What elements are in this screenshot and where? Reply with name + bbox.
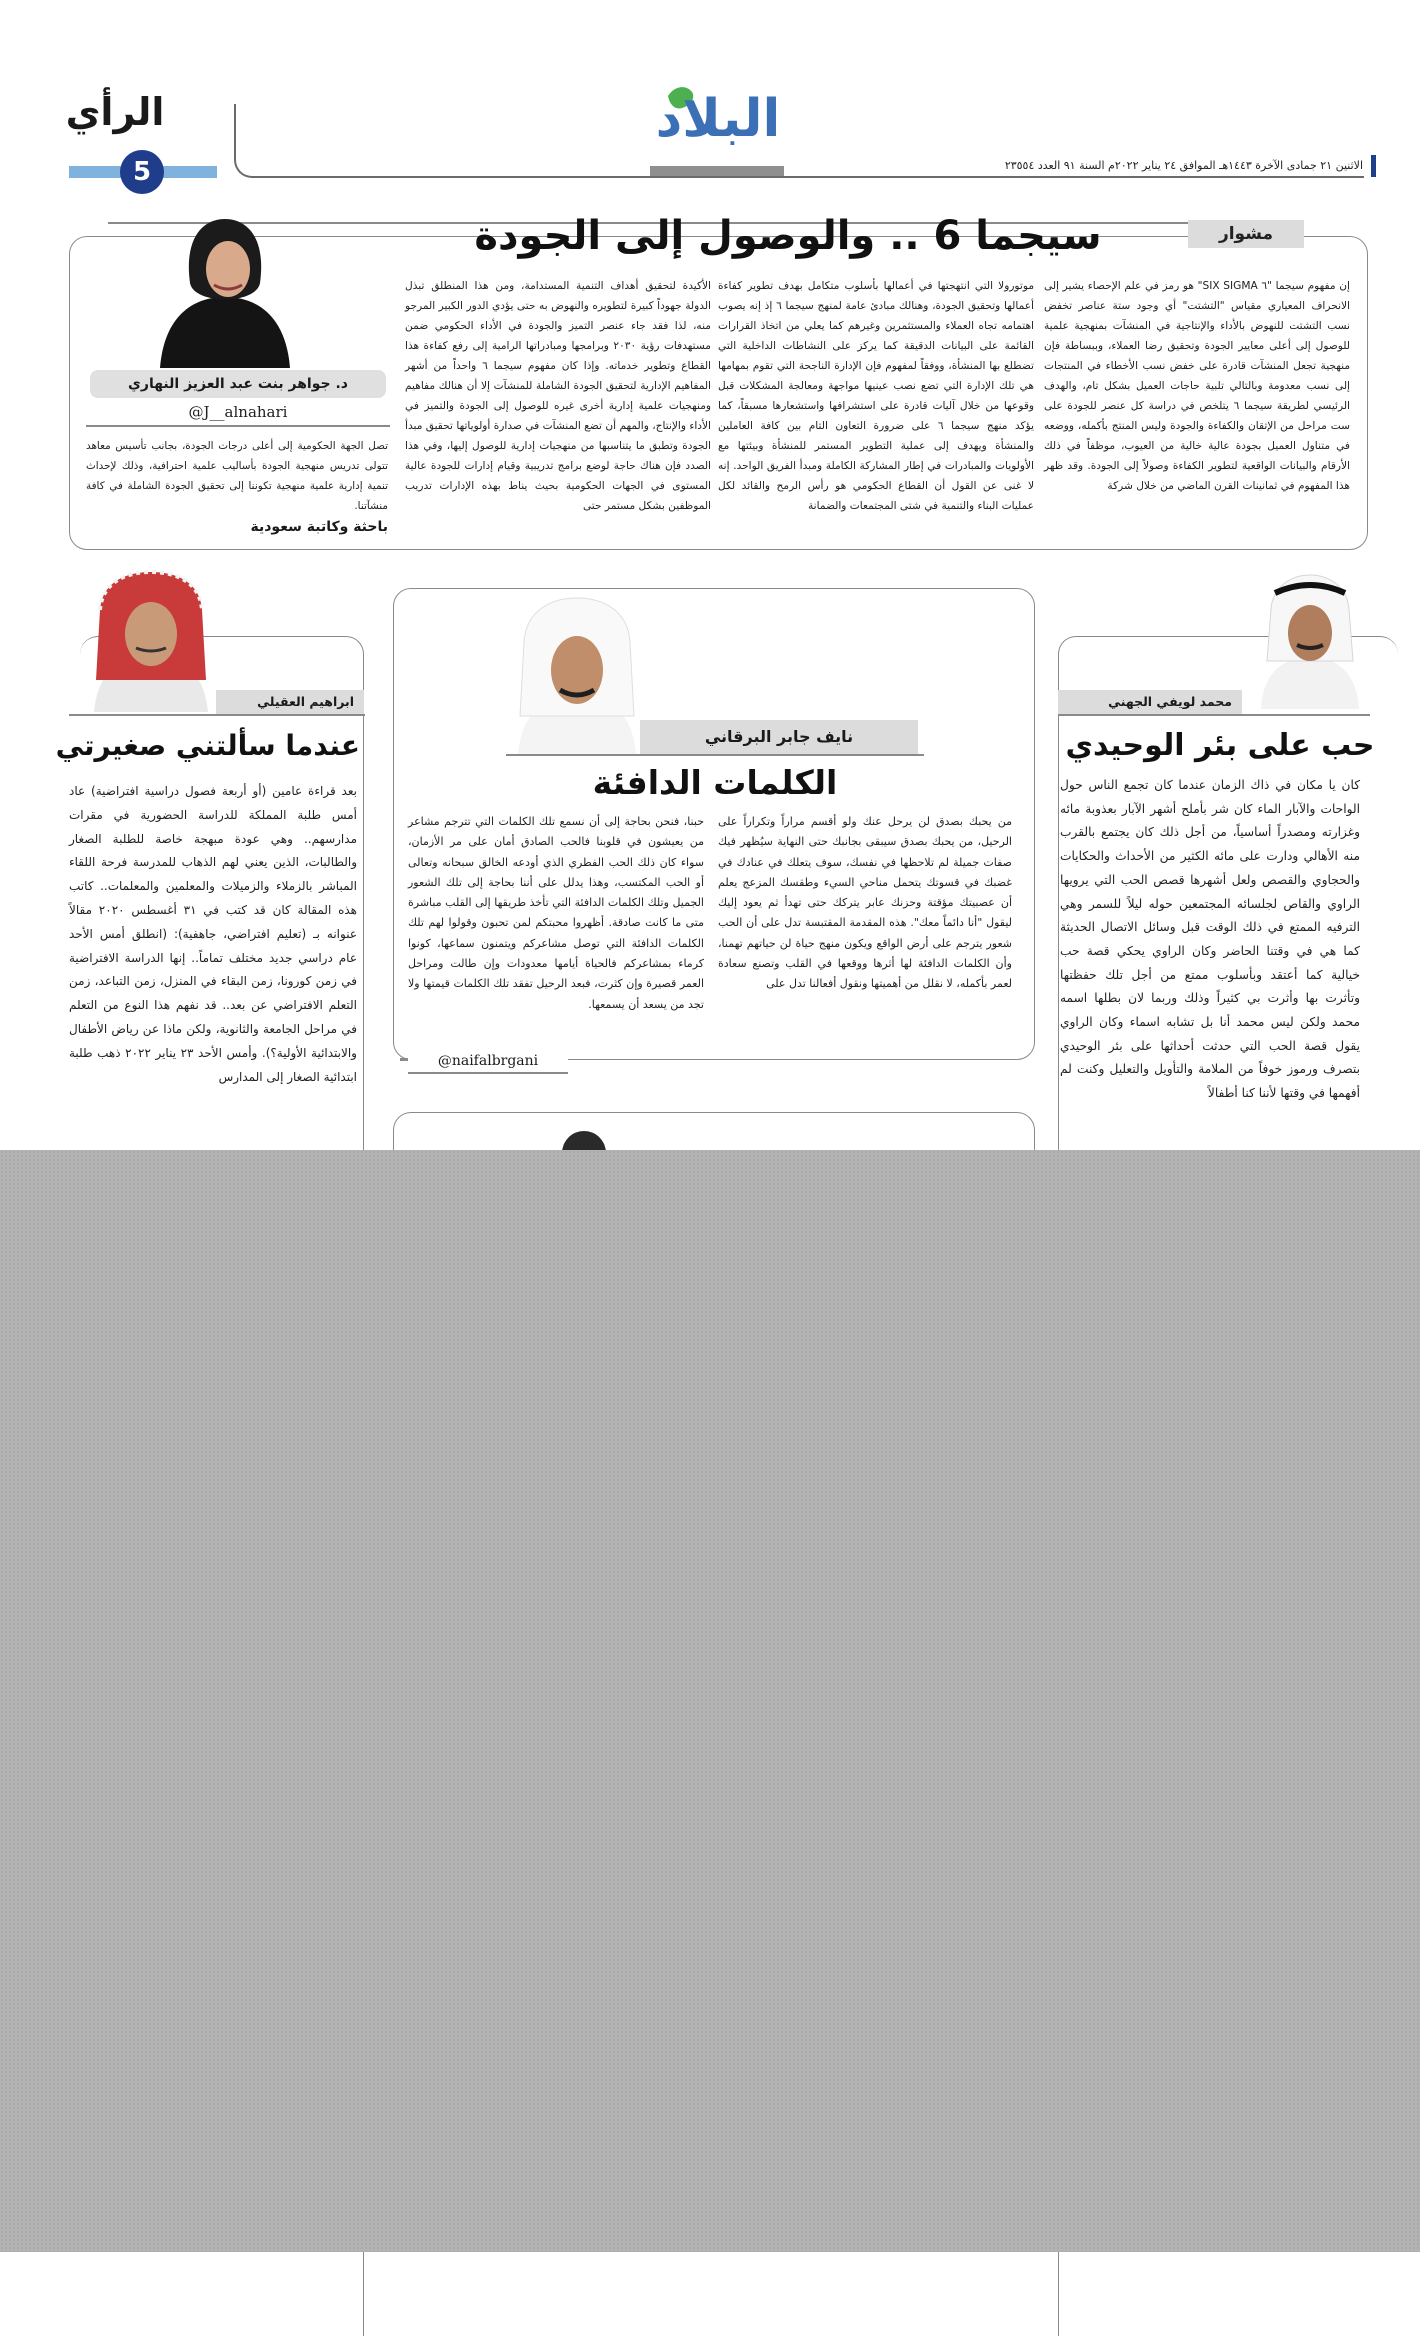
logo-underline (650, 166, 784, 176)
section-title: الرأي (65, 90, 165, 134)
top-article-column-1: إن مفهوم سيجما "٦ SIX SIGMA" هو رمز في علم الإحصاء يشير إلى الانحراف المعياري مقياس "التشتت" أي وجود ستة عناصر تخفض نسب التشتت للنهوض بالأداء والإنتاجية في المنشآت بمنهجية علمية للوصول إلى أعلى معايير الجودة وتحقيق رضا العملاء، وببساطة فإن منهجية تجعل المنشآت قادرة على خفض نسب الأخطاء في المنتجات إلى نسب معدومة وبالتالي تلبية حاجات العميل بشكل تام، والهدف الرئيسي لطريقة سيجما ٦ يتلخص في دراسة كل عنصر للجودة على ست مراحل من الإتقان والكفاءة والجودة وليس المنتج بأكمله، ووضعه في متناول العميل بجودة عالية خالية من العيوب، موظفاً في ذلك الأرقام والبيانات الواقعية لتطوير الكفاءة وصولاً إلى الجودة. وقد ظهر هذا المفهوم في ثمانينات القرن الماضي من خلال شركة (1044, 280, 1351, 492)
top-author-title: باحثة وكاتبة سعودية (250, 519, 388, 535)
center-author-handle: @naifalbrgani (408, 1048, 568, 1074)
author-photo-male-ghutra (516, 596, 638, 754)
unrendered-page-area (0, 1150, 1420, 2252)
center-author-name: نايف جابر البرقاني (640, 720, 918, 754)
right-article-body: كان يا مكان في ذاك الزمان عندما كان تجمع الناس حول الواحات والآبار الماء كان شر بأملح أشهر الآبار بعذوبة مائه وغزارته ومصدراً أساسياً، من أجل ذلك كان يجتمع بالقرب منه الأهالي ودارت على مائه الكثير من الأحداث والحكايات والحجاوي والقصص ولعل أشهرها قصص الحب التي يرويها الراوي والقاص لجلسائه المجتمعين حوله ليلاً للسمر وهي الترفيه الممتع في ذلك الوقت قبل وسائل الاتصال الحديثة كما هي في وقتنا الحاضر وكان الراوي يحكي قصة حب خيالية كما أعتقد وبأسلوب ممتع من أجل تلك حفظتها وتأثرت بها وأثرت بي كثيراً وذلك وربما لان بطلها اسمه محمد ولكن ليس محمد أنا بل تشابه اسماء وكان الراوي يقول قصة الحب التي حدثت أحداثها على بئر الوحيدي بتصرف ورموز خوفاً من الملامة والتأويل والتعليل وكنت لم أفهمها في وقتها لأننا كنا أطفالاً (1060, 778, 1360, 1101)
left-article-body: بعد قراءة عامين (أو أربعة فصول دراسية افتراضية) عاد أمس طلبة المملكة للدراسة الحضورية في مقرات مدارسهم.. وهي عودة مبهجة خاصة للطلبة الصغار والطالبات، الذين يعني لهم الذهاب للمدرسة فرحة اللقاء المباشر بالزملاء والزميلات والمعلمين والمعلمات.. كاتب هذه المقالة كان قد كتب في ٣١ أغسطس ٢٠٢٠ مقالاً عنوانه بـ (تعليم افتراضي، جاهفية): (انطلق أمس الأحد عام دراسي جديد مختلف تماماً.. إنها الدراسة الافتراضية في زمن كورونا، زمن البقاء في المنزل، زمن التباعد، زمن التعلم الافتراضي عن بعد.. قد نفهم هذا النوع من التعلم في مراحل الجامعة والثانوية، ولكن ماذا عن رياض الأطفال والابتدائية الأولية؟). وأمس الأحد ٢٣ يناير ٢٠٢٢ ذهب طلبة ابتدائية الصغار إلى المدارس (69, 784, 357, 1084)
top-article-column-3: الأكيدة لتحقيق أهداف التنمية المستدامة، ومن هذا المنطلق تبذل الدولة جهوداً كبيرة لتطويره والنهوض به حتى يؤدي الدور الكبير المرجو منه، لذا فقد جاء عنصر التميز والجودة في الأداء الحكومي ضمن مستهدفات رؤية ٢٠٣٠ وبرامجها ومبادراتها الرامية إلى رفع كفاءة هذا القطاع وتطوير خدماته. وإذا كان مفهوم سيجما ٦ واحداً من أشهر المفاهيم الإدارية لتحقيق الجودة الشاملة للمنشآت إلا أن هنالك مفاهيم ومنهجيات علمية إدارية أخرى غيره للوصول إلى الجودة والتميز في الأداء والإنتاج، والمهم أن تضع المنشآت في صدارة أولوياتها تحقيق مبدأ الجودة وتطبق ما يتناسبها من منهجيات إدارية للوصول إليها، وفي هذا الصدد فإن هناك حاجة لوضع برامج تدريبية وقيام إدارات للجودة عالية المستوى في الجهات الحكومية بحيث يناط بهذه الإدارات تدريب الموظفين بشكل مستمر حتى (405, 280, 711, 512)
logo-wordmark: البلاد (655, 89, 781, 149)
top-author-bio: تصل الجهة الحكومية إلى أعلى درجات الجودة، بجانب تأسيس معاهد تتولى تدريس منهجية الجودة بأساليب علمية احترافية، وذلك لإحداث تنمية إدارية علمية منهجية تكوننا إلى تحقيق الجودة الشاملة في كافة منشآتنا. (86, 440, 388, 512)
page-number-badge: 5 (120, 150, 164, 194)
author-photo-male-shemagh (90, 570, 212, 712)
left-author-rule (69, 714, 365, 716)
top-article-headline: سيجما 6 .. والوصول إلى الجودة (474, 213, 1102, 259)
issue-date-line: الاثنين ٢١ جمادى الآخرة ١٤٤٣هـ الموافق ٢٤ يناير ٢٠٢٢م السنة ٩١ العدد ٢٣٥٥٤ (996, 155, 1376, 177)
author-photo-male (1255, 571, 1365, 709)
author-photo-female (140, 213, 310, 368)
left-article-headline: عندما سألتني صغيرتي (55, 729, 360, 762)
center-article-headline: الكلمات الدافئة (592, 763, 838, 802)
top-article-column-2: موتورولا التي انتهجتها في أعمالها بأسلوب متكامل بهدف تطوير كفاءة أعمالها وتحقيق الجودة، وهنالك مبادئ عامة لمنهج سيجما ٦ إذ إنه يصوب اهتمامه تجاه العملاء والمستثمرين وغيرهم كما يعلي من اتخاذ القرارات القائمة على البيانات الدقيقة كما يركز على النشاطات الداخلية التي تضطلع بها المنشأة، ووفقاً لمفهوم فإن الإدارة الناجحة التي تقوم بمهامها هي تلك الإدارة التي تضع نصب عينيها مواجهة ومعالجة المشكلات قبل وقوعها من خلال آليات قادرة على استشرافها واستشعارها مسبقاً، كما يؤكد منهج سيجما ٦ على ضرورة التعاون التام بين كافة العاملين والمنشأة ويهدف إلى عملية التطوير المستمر للمنشأة وبيئتها مع الأولويات والمبادرات في إطار المشاركة الكاملة ومبدأ الفريق الواحد. إنه لا غنى عن القول أن القطاع الحكومي هو رأس الرمح والقائد لكل عمليات البناء والتنمية في شتى المجتمعات والضمانة (718, 280, 1035, 512)
column-tab: مشوار (1188, 220, 1304, 248)
center-article-column-1: من يحبك بصدق لن يرحل عنك ولو أقسم مراراً وتكراراً على الرحيل، من يحبك بصدق سيبقى بجانبك حتى النهاية سيُظهر فيك صفات جميلة لم تلاحظها في نفسك، سوف يتعلك في عنادك في غضبك في قسوتك يتحمل مناحي السيء وطقسك المزعج يعلم أن عصبيتك مؤقتة وحزنك عابر يتركك حتى تهدأ ثم يعود إليك ليقول "أنا دائماً معك". هذه المقدمة المقتبسة تدل على أن الحب شعور يترجم على أرض الواقع ويكون منهج حياة لن حياتهم تهمنا، وأن الكلمات الدافئة لها أثرها ووقعها في القلب وتصنع سعادة لعمر بأكمله، لا نقلل من أهميتها ونقول أفعالنا تدل على (718, 815, 1012, 991)
handle-divider (86, 425, 390, 427)
top-author-name: د. جواهر بنت عبد العزيز النهاري (90, 370, 386, 398)
handle-bar (400, 1058, 408, 1061)
top-author-handle: @J__alnahari (188, 403, 288, 421)
left-author-name: ابراهيم العقيلي (216, 690, 364, 714)
center-article-column-2: حبنا، فنحن بحاجة إلى أن نسمع تلك الكلمات التي تترجم مشاعر من يعيشون في قلوبنا فالحب الصادق أمان على مر الأزمان، سواء كان ذلك الحب الفطري الذي أودعه الخالق سبحانه وتعالى أو الحب المكتسب، وهذا يدلل على أننا بحاجة إلى تلك الشعور الجميل وتلك الكلمات الدافئة التي تأخذ طريقها إلى القلب مباشرة متى ما كانت صادقة. أظهروا محبتكم لمن تحبون وقولوا لهم تلك الكلمات الدافئة التي توصل مشاعركم ويتمنون سماعها، كونوا كرماء بمشاعركم فالحياة أيامها معدودات وإن طالت ومراحل العمر قصيرة وإن كثرت، فبعد الرحيل تفقد تلك الكلمات قيمتها ولا تجد من يسعد أن يسمعها. (408, 815, 704, 1011)
right-author-rule (1058, 714, 1370, 716)
right-article-headline: حب على بئر الوحيدي (1065, 728, 1375, 763)
right-author-name: محمد لويفي الجهني (1058, 690, 1242, 714)
